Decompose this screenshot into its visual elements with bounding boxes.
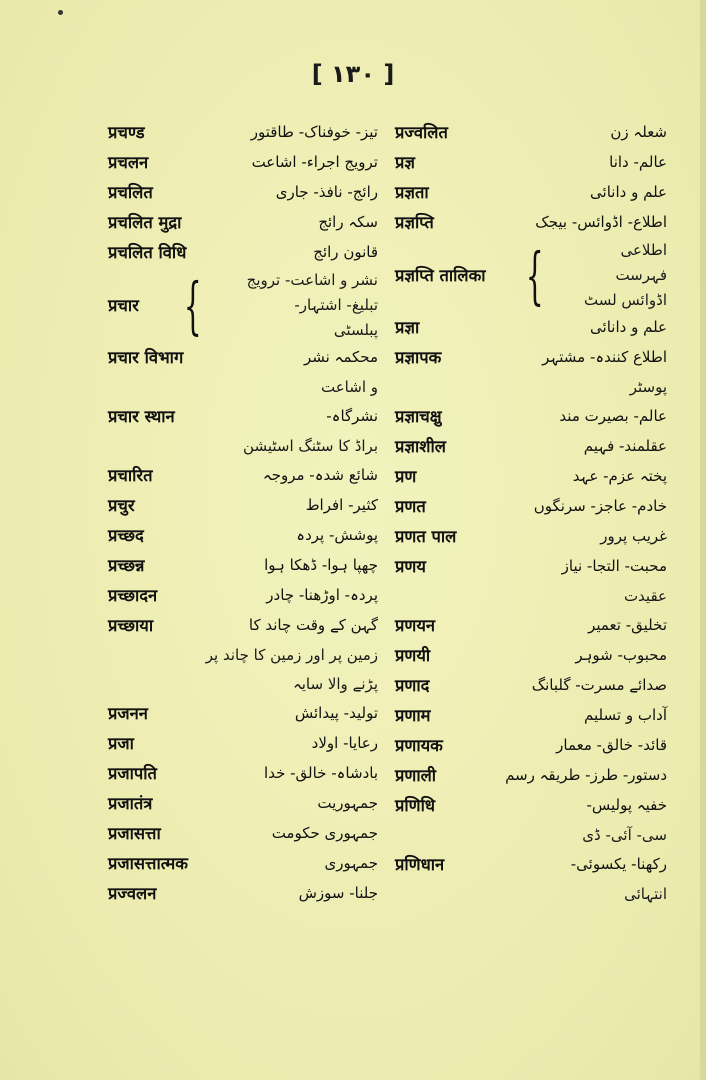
meaning [263, 461, 378, 490]
meaning-line: تخلیق- تعمیر [588, 616, 667, 634]
headword: प्रचण्ड [108, 123, 145, 142]
meaning [542, 343, 667, 372]
meaning-line: محبت- التجا- نیاز [561, 557, 667, 575]
meaning-line: بادشاہ- خالق- خدا [264, 764, 378, 782]
meaning-line: عالم- دانا [609, 153, 667, 171]
meaning-line: تبلیغ- اشتہار- [294, 296, 378, 314]
headword: प्रज्वलन [108, 884, 157, 903]
meaning-line: ترویج اجراء- اشاعت [251, 153, 378, 171]
headword: प्रज्ञाचक्षु [395, 407, 442, 426]
headword: प्रचलित मुद्रा [108, 213, 182, 232]
headword: प्रच्छाया [108, 616, 154, 635]
dictionary-entry [108, 148, 378, 178]
meaning-line: فہرست [615, 266, 667, 284]
meaning-line: سکہ رائج [318, 213, 378, 231]
dictionary-entry [395, 850, 667, 880]
meaning [590, 178, 667, 207]
meaning-line: چھپا ہوا- ڈھکا ہوا [264, 556, 378, 574]
headword: प्रजनन [108, 704, 148, 723]
page-number: [ ١٣٠ ] [311, 60, 395, 88]
meaning-line: نشر و اشاعت- ترویج [246, 271, 378, 289]
meaning [296, 521, 378, 550]
dictionary-entry [108, 343, 378, 373]
headword: प्रचारित [108, 466, 153, 485]
headword: प्रचार [108, 295, 139, 315]
meaning [266, 581, 378, 610]
meaning [535, 208, 667, 237]
page-edge [700, 0, 706, 1080]
dictionary-entry [108, 238, 378, 268]
headword: प्रणयन [395, 616, 436, 635]
meaning [573, 462, 667, 491]
meaning [600, 522, 667, 551]
meaning [571, 850, 667, 879]
headword: प्रज्ञापक [395, 348, 442, 367]
dictionary-entry [108, 208, 378, 238]
dictionary-entry [395, 761, 667, 791]
right-column [395, 118, 667, 909]
meaning [556, 731, 667, 760]
dictionary-entry [108, 879, 378, 909]
meaning [562, 552, 667, 581]
left-column [108, 118, 378, 909]
dictionary-entry [395, 178, 667, 208]
meaning-line: عالم- بصیرت مند [559, 407, 667, 425]
meaning [249, 611, 378, 640]
dictionary-entry [395, 701, 667, 731]
headword: प्रज्ञप्ति तालिका [395, 265, 486, 285]
meaning-line: محکمہ نشر [303, 348, 378, 366]
meaning-line: قانون رائج [313, 243, 378, 261]
dictionary-entry [108, 819, 378, 849]
headword: प्रणिधान [395, 855, 445, 874]
brace-mark: { [525, 238, 544, 312]
dictionary-entry [108, 729, 378, 759]
meaning [251, 118, 378, 147]
meaning-continuation: انتہائی [624, 885, 667, 903]
meaning [313, 238, 378, 267]
dictionary-entry [395, 402, 667, 432]
meaning-continuation: سی- آئی- ڈی [582, 826, 667, 844]
headword: प्रणाम [395, 706, 431, 725]
meaning-line: شعلہ زن [610, 123, 667, 141]
meaning [306, 491, 378, 520]
meaning-line: تیز- خوفناک- طاقتور [250, 123, 378, 141]
dictionary-entry [395, 552, 667, 582]
meaning-line: دستور- طرز- طریقہ رسم [505, 766, 667, 784]
headword: प्रणत पाल [395, 527, 457, 546]
meaning-line: خفیہ پولیس- [586, 796, 667, 814]
headword: प्रणत [395, 497, 426, 516]
meaning-line: جمہوریت [317, 794, 378, 812]
dictionary-entry [108, 491, 378, 521]
headword: प्रचलित विधि [108, 243, 187, 262]
meaning-line: عقلمند- فہیم [583, 437, 667, 455]
headword: प्रणयी [395, 646, 431, 665]
dictionary-entry [108, 402, 378, 432]
meaning-continuation: پڑنے والا سایہ [292, 675, 378, 693]
dictionary-entry [395, 462, 667, 492]
headword: प्रज्ञा [395, 318, 420, 337]
meaning [588, 611, 667, 640]
meaning-group [247, 268, 378, 343]
dictionary-entry [395, 791, 667, 821]
meaning-continuation: پوسٹر [629, 378, 667, 396]
dictionary-entry [395, 671, 667, 701]
meaning [264, 759, 378, 788]
headword: प्रचलित [108, 183, 153, 202]
meaning-line: رکھنا- یکسوئی- [570, 855, 667, 873]
meaning-line: اطلاع کنندہ- مشتہر [542, 348, 667, 366]
headword: प्रणिधि [395, 796, 436, 815]
headword: प्रजासत्ता [108, 824, 161, 843]
dictionary-entry [395, 148, 667, 178]
meaning-line: گہن کے وقت چاند کا [248, 616, 378, 634]
ink-spot [58, 10, 63, 15]
headword: प्रचुर [108, 496, 135, 515]
headword: प्रणायक [395, 736, 443, 755]
meaning-line: رائج- نافذ- جاری [275, 183, 378, 201]
meaning [584, 432, 667, 461]
meaning [586, 791, 667, 820]
meaning [532, 671, 667, 700]
meaning-line: پبلسٹی [333, 321, 378, 339]
meaning-line: کثیر- افراط [305, 496, 378, 514]
headword: प्रजातंत्र [108, 794, 153, 813]
dictionary-entry [108, 581, 378, 611]
meaning-line: تولید- پیدائش [294, 704, 378, 722]
headword: प्रचार विभाग [108, 348, 184, 367]
meaning [312, 729, 378, 758]
dictionary-entry [395, 522, 667, 552]
meaning-continuation: زمین پر اور زمین کا چاند پر [205, 646, 378, 664]
headword: प्रज्ञाशील [395, 437, 446, 456]
dictionary-entry [108, 521, 378, 551]
dictionary-entry [395, 731, 667, 761]
meaning-line: جمہوری [324, 854, 378, 872]
meaning [252, 148, 378, 177]
meaning-line: شائع شدہ- مروجہ [262, 466, 378, 484]
headword: प्रजा [108, 734, 134, 753]
meaning-line: خادم- عاجز- سرنگوں [533, 497, 667, 515]
dictionary-entry [108, 551, 378, 581]
headword: प्रच्छद [108, 526, 144, 545]
dictionary-entry [108, 789, 378, 819]
meaning [610, 118, 667, 147]
headword: प्रज्वलित [395, 123, 448, 142]
dictionary-entry [108, 118, 378, 148]
dictionary-entry [395, 118, 667, 148]
dictionary-entry [395, 641, 667, 671]
dictionary-entry [395, 611, 667, 641]
meaning-line: علم و دانائی [590, 183, 667, 201]
meaning-line: اڈوائس لسٹ [583, 291, 667, 309]
dictionary-entry [108, 849, 378, 879]
meaning [317, 789, 378, 818]
meaning [575, 641, 667, 670]
meaning [326, 402, 378, 431]
dictionary-entry [108, 759, 378, 789]
headword: प्रज्ञ [395, 153, 415, 172]
dictionary-entry [395, 343, 667, 373]
dictionary-entry [395, 238, 667, 313]
meaning-line: جمہوری حکومت [271, 824, 378, 842]
meaning [534, 492, 667, 521]
meaning [609, 148, 667, 177]
meaning [304, 343, 378, 372]
meaning [590, 313, 667, 342]
headword: प्रजासत्तात्मक [108, 854, 188, 873]
meaning-line: نشرگاہ- [326, 407, 378, 425]
headword: प्रज्ञप्ति [395, 213, 434, 232]
headword: प्रणय [395, 557, 426, 576]
meaning-continuation: براڈ کا سٹنگ اسٹیشن [243, 437, 378, 455]
dictionary-entry [395, 432, 667, 462]
meaning-continuation: عقیدت [623, 587, 667, 605]
meaning-line: صدائے مسرت- گلبانگ [531, 676, 667, 694]
meaning [559, 402, 667, 431]
meaning-group [584, 238, 667, 313]
dictionary-entry [108, 699, 378, 729]
meaning [299, 879, 378, 908]
meaning-line: آداب و تسلیم [584, 706, 667, 724]
meaning [505, 761, 667, 790]
meaning-line: قائد- خالق- معمار [556, 736, 667, 754]
meaning-line: اطلاعی [620, 241, 667, 259]
dictionary-entry [395, 313, 667, 343]
meaning-line: جلنا- سوزش [298, 884, 378, 902]
meaning-line: رعایا- اولاد [311, 734, 378, 752]
dictionary-entry [108, 178, 378, 208]
meaning [264, 551, 378, 580]
dictionary-entry [108, 268, 378, 343]
headword: प्रचलन [108, 153, 149, 172]
headword: प्रचार स्थान [108, 407, 175, 426]
meaning [325, 849, 378, 878]
dictionary-entry [108, 611, 378, 641]
dictionary-entry [395, 208, 667, 238]
meaning-line: پختہ عزم- عہد [572, 467, 667, 485]
meaning [272, 819, 378, 848]
headword: प्रच्छन्न [108, 556, 145, 575]
dictionary-entry [395, 492, 667, 522]
headword: प्रणाद [395, 676, 430, 695]
meaning-line: اطلاع- اڈوائس- بیجک [535, 213, 667, 231]
headword: प्रण [395, 467, 417, 486]
meaning [276, 178, 378, 207]
meaning-line: غریب پرور [600, 527, 667, 545]
meaning-line: علم و دانائی [590, 318, 667, 336]
dictionary-entry [108, 461, 378, 491]
meaning-line: پوشش- پردہ [296, 526, 378, 544]
brace-mark: { [183, 268, 202, 342]
meaning [318, 208, 378, 237]
headword: प्रज्ञता [395, 183, 429, 202]
meaning-continuation: و اشاعت [321, 378, 378, 396]
headword: प्रणाली [395, 766, 437, 785]
headword: प्रच्छादन [108, 586, 158, 605]
meaning-line: پردہ- اوڑھنا- چادر [266, 586, 378, 604]
meaning-line: محبوب- شوہر [575, 646, 667, 664]
meaning [295, 699, 378, 728]
meaning [584, 701, 667, 730]
headword: प्रजापति [108, 764, 157, 783]
